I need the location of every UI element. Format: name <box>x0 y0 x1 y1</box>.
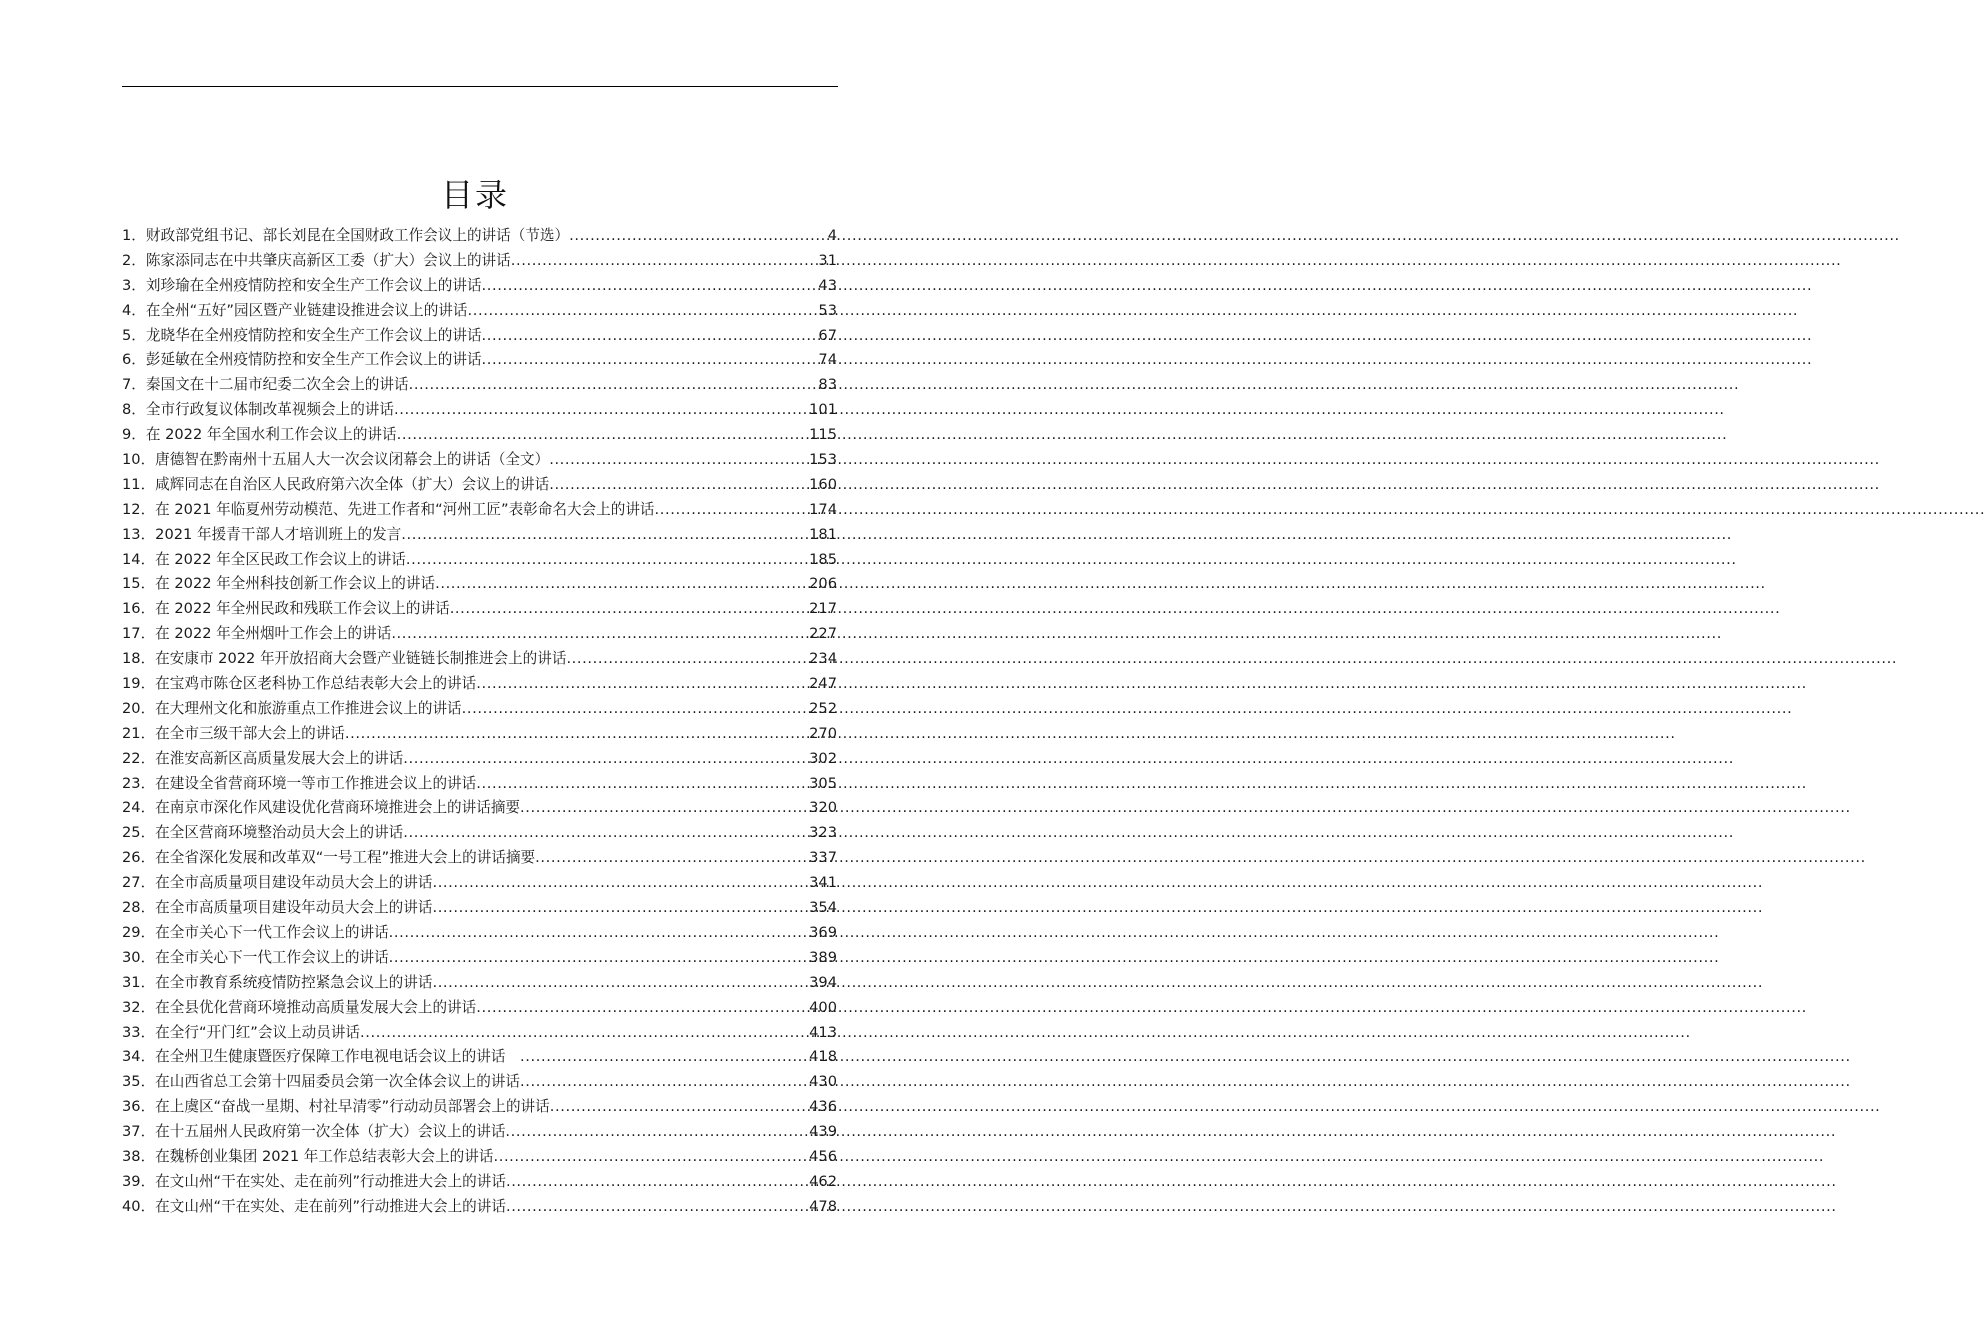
toc-dot-leader <box>549 476 808 493</box>
toc-page-number: 83 <box>818 376 837 394</box>
toc-page-number: 302 <box>809 749 837 767</box>
toc-entry[interactable] <box>122 498 837 523</box>
toc-entry[interactable] <box>122 423 837 448</box>
toc-dot-leader <box>462 700 809 717</box>
toc-entry[interactable] <box>122 946 837 971</box>
toc-page-number: 101 <box>809 401 837 419</box>
toc-page-number: 160 <box>809 475 837 493</box>
toc-entry-title: 35．在山西省总工会第十四届委员会第一次全体会议上的讲话 <box>122 1073 521 1091</box>
toc-entry[interactable] <box>122 697 837 722</box>
toc-entry-title: 6．彭延敏在全州疫情防控和安全生产工作会议上的讲话 <box>122 351 482 369</box>
toc-dot-leader <box>511 252 818 269</box>
toc-entry-title: 38．在魏桥创业集团 2021 年工作总结表彰大会上的讲话 <box>122 1147 494 1165</box>
table-of-contents <box>122 224 837 1220</box>
toc-entry[interactable] <box>122 672 837 697</box>
toc-page-number: 369 <box>809 923 837 941</box>
toc-page-number: 341 <box>809 874 837 892</box>
toc-entry-title: 13．2021 年援青干部人才培训班上的发言 <box>122 525 402 543</box>
toc-dot-leader <box>391 625 808 642</box>
toc-entry-title: 4．在全州“五好”园区暨产业链建设推进会议上的讲话 <box>122 301 468 319</box>
toc-entry[interactable] <box>122 324 837 349</box>
toc-dot-leader <box>535 849 808 866</box>
toc-entry-title: 33．在全行“开门红”会议上动员讲话 <box>122 1023 361 1041</box>
toc-entry-title: 19．在宝鸡市陈仓区老科协工作总结表彰大会上的讲话 <box>122 675 477 693</box>
toc-page-number: 389 <box>809 948 837 966</box>
toc-entry[interactable] <box>122 249 837 274</box>
toc-entry[interactable] <box>122 299 837 324</box>
toc-page-number: 413 <box>809 1023 837 1041</box>
toc-page-number: 354 <box>809 899 837 917</box>
toc-entry[interactable] <box>122 348 837 373</box>
toc-page-number: 247 <box>809 675 837 693</box>
toc-dot-leader <box>467 302 817 319</box>
toc-page-number: 174 <box>809 500 837 518</box>
toc-dot-leader <box>360 1024 808 1041</box>
toc-entry[interactable] <box>122 398 837 423</box>
toc-entry[interactable] <box>122 647 837 672</box>
toc-entry[interactable] <box>122 821 837 846</box>
toc-dot-leader <box>450 600 808 617</box>
toc-dot-leader <box>403 750 808 767</box>
toc-page-number: 115 <box>809 426 837 444</box>
toc-dot-leader <box>506 1198 808 1215</box>
toc-dot-leader <box>482 351 818 368</box>
toc-entry-title: 25．在全区营商环境整治动员大会上的讲话 <box>122 824 404 842</box>
toc-dot-leader <box>476 775 808 792</box>
toc-page-number: 217 <box>809 600 837 618</box>
toc-dot-leader <box>520 1073 808 1090</box>
toc-entry[interactable] <box>122 971 837 996</box>
toc-entry[interactable] <box>122 548 837 573</box>
toc-entry[interactable] <box>122 473 837 498</box>
toc-entry-title: 9．在 2022 年全国水利工作会议上的讲话 <box>122 426 397 444</box>
toc-entry[interactable] <box>122 722 837 747</box>
toc-entry[interactable] <box>122 448 837 473</box>
toc-entry-title: 32．在全县优化营商环境推动高质量发展大会上的讲话 <box>122 998 477 1016</box>
toc-page-number: 252 <box>809 699 837 717</box>
toc-dot-leader <box>520 799 808 816</box>
toc-entry-title: 17．在 2022 年全州烟叶工作会上的讲话 <box>122 625 392 643</box>
toc-dot-leader <box>432 874 808 891</box>
toc-entry[interactable] <box>122 274 837 299</box>
toc-dot-leader <box>550 1098 808 1115</box>
toc-entry-title: 8．全市行政复议体制改革视频会上的讲话 <box>122 401 394 419</box>
toc-page-number: 418 <box>809 1048 837 1066</box>
toc-entry-title: 11．咸辉同志在自治区人民政府第六次全体（扩大）会议上的讲话 <box>122 475 550 493</box>
toc-dot-leader <box>401 526 808 543</box>
toc-dot-leader <box>397 426 809 443</box>
toc-dot-leader <box>476 675 808 692</box>
toc-entry-title: 29．在全市关心下一代工作会议上的讲话 <box>122 923 389 941</box>
header-divider <box>122 86 838 87</box>
toc-page-number: 320 <box>809 799 837 817</box>
toc-dot-leader <box>566 650 808 667</box>
toc-entry[interactable] <box>122 871 837 896</box>
toc-entry[interactable] <box>122 1045 837 1070</box>
toc-entry-title: 5．龙晓华在全州疫情防控和安全生产工作会议上的讲话 <box>122 326 482 344</box>
toc-page-number: 337 <box>809 849 837 867</box>
toc-page-number: 305 <box>809 774 837 792</box>
toc-page-number: 181 <box>809 525 837 543</box>
toc-entry[interactable] <box>122 1170 837 1195</box>
toc-entry-title: 23．在建设全省营商环境一等市工作推进会议上的讲话 <box>122 774 477 792</box>
toc-dot-leader <box>520 1048 808 1065</box>
toc-dot-leader <box>482 327 818 344</box>
toc-page-number: 456 <box>809 1147 837 1165</box>
toc-entry[interactable] <box>122 1145 837 1170</box>
toc-page-number: 430 <box>809 1073 837 1091</box>
toc-page-number: 227 <box>809 625 837 643</box>
toc-dot-leader <box>389 949 808 966</box>
toc-dot-leader <box>403 824 808 841</box>
toc-entry-title: 20．在大理州文化和旅游重点工作推进会议上的讲话 <box>122 699 462 717</box>
toc-page-number: 323 <box>809 824 837 842</box>
toc-dot-leader <box>345 725 808 742</box>
toc-entry-title: 1．财政部党组书记、部长刘昆在全国财政工作会议上的讲话（节选） <box>122 227 570 244</box>
toc-dot-leader <box>493 1148 808 1165</box>
toc-entry[interactable] <box>122 1120 837 1145</box>
toc-entry[interactable] <box>122 622 837 647</box>
toc-dot-leader <box>655 501 809 518</box>
toc-entry-title: 16．在 2022 年全州民政和残联工作会议上的讲话 <box>122 600 450 618</box>
toc-entry[interactable] <box>122 1070 837 1095</box>
toc-page-number: 31 <box>818 251 837 269</box>
toc-entry-title: 40．在文山州“干在实处、走在前列”行动推进大会上的讲话 <box>122 1197 506 1215</box>
toc-dot-leader <box>569 227 827 244</box>
toc-page-number: 74 <box>818 351 837 369</box>
toc-entry-title: 7．秦国文在十二届市纪委二次全会上的讲话 <box>122 376 409 394</box>
toc-entry[interactable] <box>122 921 837 946</box>
toc-entry-title: 22．在淮安高新区高质量发展大会上的讲话 <box>122 749 404 767</box>
toc-dot-leader <box>406 551 808 568</box>
toc-dot-leader <box>482 277 818 294</box>
toc-dot-leader <box>435 575 808 592</box>
toc-entry-title: 36．在上虞区“奋战一星期、村社早清零”行动动员部署会上的讲话 <box>122 1098 550 1116</box>
toc-entry[interactable] <box>122 597 837 622</box>
toc-entry[interactable] <box>122 1021 837 1046</box>
page-title: 目录 <box>440 176 509 215</box>
toc-page-number: 394 <box>809 973 837 991</box>
toc-dot-leader <box>476 999 808 1016</box>
toc-page-number: 153 <box>809 451 837 469</box>
toc-entry-title: 10．唐德智在黔南州十五届人大一次会议闭幕会上的讲话（全文） <box>122 451 550 469</box>
toc-entry-title: 24．在南京市深化作风建设优化营商环境推进会上的讲话摘要 <box>122 799 521 817</box>
toc-entry[interactable] <box>122 996 837 1021</box>
toc-entry-title: 39．在文山州“干在实处、走在前列”行动推进大会上的讲话 <box>122 1172 506 1190</box>
toc-page-number: 478 <box>809 1197 837 1215</box>
toc-page-number: 436 <box>809 1098 837 1116</box>
toc-entry-title: 31．在全市教育系统疫情防控紧急会议上的讲话 <box>122 973 433 991</box>
toc-page-number: 67 <box>818 326 837 344</box>
toc-page-number: 206 <box>809 575 837 593</box>
toc-entry[interactable] <box>122 373 837 398</box>
toc-dot-leader <box>549 451 808 468</box>
toc-entry[interactable] <box>122 772 837 797</box>
toc-entry-title: 14．在 2022 年全区民政工作会议上的讲话 <box>122 550 406 568</box>
toc-entry[interactable] <box>122 846 837 871</box>
toc-entry-title: 26．在全省深化发展和改革双“一号工程”推进大会上的讲话摘要 <box>122 849 536 867</box>
toc-entry-title: 34．在全州卫生健康暨医疗保障工作电视电话会议上的讲话 <box>122 1048 521 1066</box>
toc-entry[interactable] <box>122 896 837 921</box>
toc-page-number: 439 <box>809 1123 837 1141</box>
toc-entry-title: 12．在 2021 年临夏州劳动模范、先进工作者和“河州工匠”表彰命名大会上的讲话 <box>122 500 655 518</box>
toc-dot-leader <box>505 1123 808 1140</box>
toc-entry[interactable] <box>122 523 837 548</box>
toc-entry-title: 18．在安康市 2022 年开放招商大会暨产业链链长制推进会上的讲话 <box>122 650 567 668</box>
toc-entry[interactable] <box>122 224 837 249</box>
toc-dot-leader <box>432 974 808 991</box>
toc-page-number: 234 <box>809 650 837 668</box>
toc-dot-leader <box>409 376 818 393</box>
toc-page-number: 4 <box>827 227 837 244</box>
toc-entry-title: 21．在全市三级干部大会上的讲话 <box>122 724 345 742</box>
toc-dot-leader <box>432 899 808 916</box>
toc-entry[interactable] <box>122 1095 837 1120</box>
toc-entry-title: 3．刘珍瑜在全州疫情防控和安全生产工作会议上的讲话 <box>122 276 482 294</box>
toc-entry-title: 28．在全市高质量项目建设年动员大会上的讲话 <box>122 899 433 917</box>
toc-entry[interactable] <box>122 1195 837 1220</box>
toc-page-number: 400 <box>809 998 837 1016</box>
toc-page-number: 43 <box>818 276 837 294</box>
toc-entry-title: 27．在全市高质量项目建设年动员大会上的讲话 <box>122 874 433 892</box>
toc-dot-leader <box>506 1173 808 1190</box>
toc-entry-title: 2．陈家添同志在中共肇庆高新区工委（扩大）会议上的讲话 <box>122 251 511 269</box>
toc-dot-leader <box>394 401 808 418</box>
toc-entry[interactable] <box>122 796 837 821</box>
toc-entry[interactable] <box>122 572 837 597</box>
toc-page-number: 185 <box>809 550 837 568</box>
toc-page-number: 462 <box>809 1172 837 1190</box>
toc-entry-title: 37．在十五届州人民政府第一次全体（扩大）会议上的讲话 <box>122 1123 506 1141</box>
toc-entry[interactable] <box>122 747 837 772</box>
toc-page-number: 53 <box>818 301 837 319</box>
toc-entry-title: 30．在全市关心下一代工作会议上的讲话 <box>122 948 389 966</box>
toc-entry-title: 15．在 2022 年全州科技创新工作会议上的讲话 <box>122 575 436 593</box>
toc-page-number: 270 <box>809 724 837 742</box>
toc-dot-leader <box>389 924 808 941</box>
